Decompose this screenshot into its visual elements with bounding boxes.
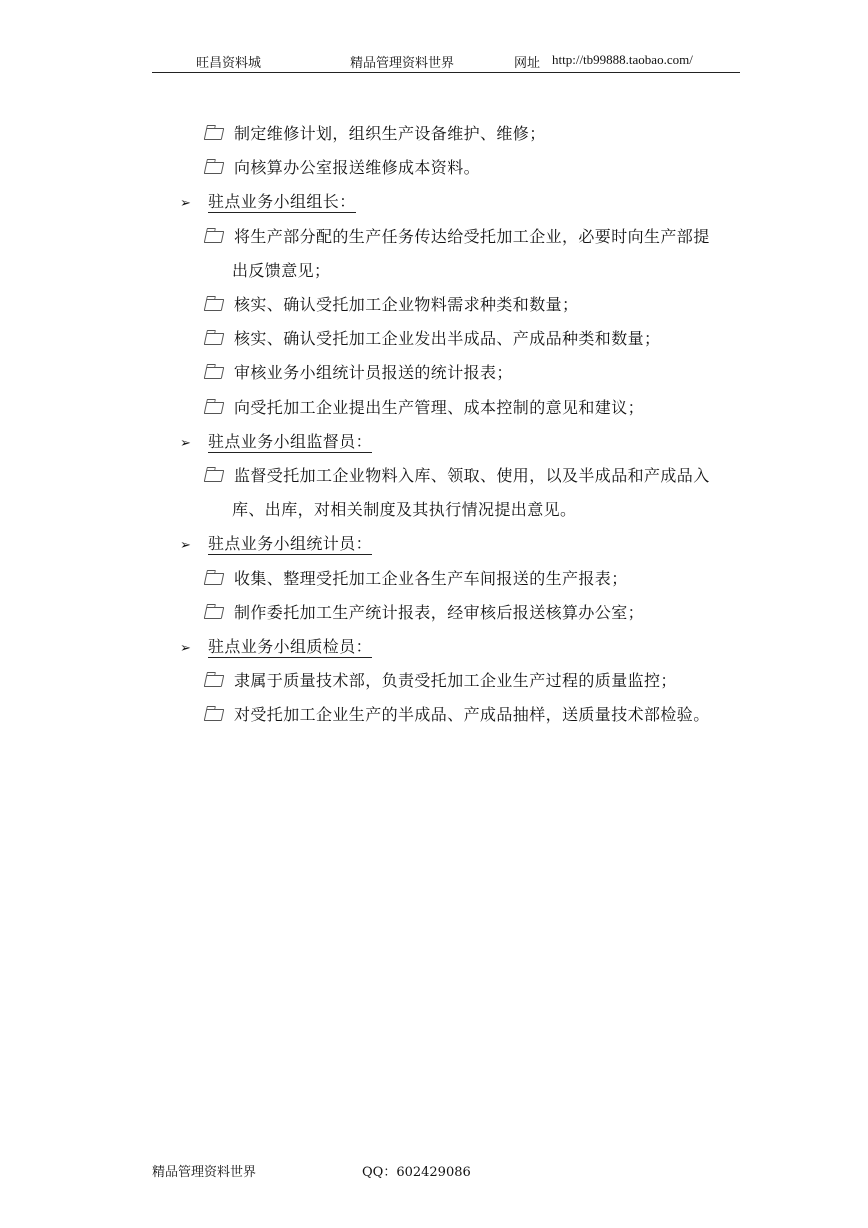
folder-icon	[204, 333, 225, 345]
folder-icon	[204, 709, 225, 721]
list-item-text: 审核业务小组统计员报送的统计报表；	[234, 363, 513, 383]
footer-qq: QQ：602429086	[362, 1165, 471, 1180]
list-item-text: 核实、确认受托加工企业发出半成品、产成品种类和数量；	[234, 329, 661, 349]
list-item	[205, 705, 710, 725]
role-title: 驻点业务小组统计员：	[208, 534, 373, 554]
list-item	[205, 671, 677, 691]
list-item	[205, 603, 644, 623]
role-heading	[180, 432, 372, 454]
role-heading	[180, 534, 372, 556]
list-item-text: 制定维修计划，组织生产设备维护、维修；	[234, 124, 546, 143]
folder-icon	[204, 367, 225, 379]
arrow-icon: ➢	[180, 538, 192, 554]
role-title: 驻点业务小组质检员：	[208, 637, 373, 656]
footer-site-name: 精品管理资料世界	[152, 1165, 257, 1180]
header-site-name: 精品管理资料世界	[350, 56, 455, 71]
list-item-text: 对受托加工企业生产的半成品、产成品抽样，送质量技术部检验。	[234, 705, 710, 725]
header-url-label: 网址	[514, 56, 541, 71]
list-item	[205, 329, 660, 349]
header-shop-name: 旺昌资料城	[196, 56, 262, 71]
list-item-text: 收集、整理受托加工企业各生产车间报送的生产报表；	[234, 568, 628, 588]
list-item-text: 向核算办公室报送维修成本资料。	[234, 158, 481, 178]
list-item	[205, 569, 628, 589]
list-item-text: 制作委托加工生产统计报表，经审核后报送核算办公室；	[234, 602, 645, 622]
folder-icon	[204, 231, 225, 243]
folder-icon	[204, 675, 225, 687]
list-item	[205, 363, 513, 383]
list-item	[205, 295, 578, 315]
list-item	[205, 227, 710, 247]
folder-icon	[204, 402, 225, 414]
arrow-icon: ➢	[180, 641, 192, 656]
list-item-text: 隶属于质量技术部，负责受托加工企业生产过程的质量监控；	[234, 671, 677, 691]
list-item-text: 向受托加工企业提出生产管理、成本控制的意见和建议；	[234, 397, 645, 417]
role-heading	[180, 637, 372, 659]
page-header	[152, 52, 740, 73]
list-item	[205, 466, 710, 486]
folder-icon	[204, 573, 225, 585]
header-url-link[interactable]: http://tb99888.taobao.com/	[552, 52, 693, 67]
folder-icon	[204, 299, 225, 311]
list-item	[205, 124, 546, 144]
folder-icon	[204, 470, 225, 482]
list-item-continuation: 出反馈意见；	[232, 260, 331, 280]
folder-icon	[204, 128, 225, 140]
list-item-text: 核实、确认受托加工企业物料需求种类和数量；	[234, 295, 579, 314]
folder-icon	[204, 607, 225, 619]
list-item	[205, 158, 480, 178]
role-title: 驻点业务小组组长：	[208, 192, 356, 212]
folder-icon	[204, 162, 225, 174]
role-title: 驻点业务小组监督员：	[208, 431, 373, 451]
role-heading	[180, 192, 356, 214]
arrow-icon: ➢	[180, 196, 192, 212]
list-item	[205, 398, 644, 418]
list-item-text: 监督受托加工企业物料入库、领取、使用，以及半成品和产成品入	[234, 466, 710, 485]
arrow-icon: ➢	[180, 435, 192, 451]
list-item-text: 将生产部分配的生产任务传达给受托加工企业，必要时向生产部提	[234, 226, 710, 246]
list-item-continuation: 库、出库，对相关制度及其执行情况提出意见。	[232, 500, 577, 520]
